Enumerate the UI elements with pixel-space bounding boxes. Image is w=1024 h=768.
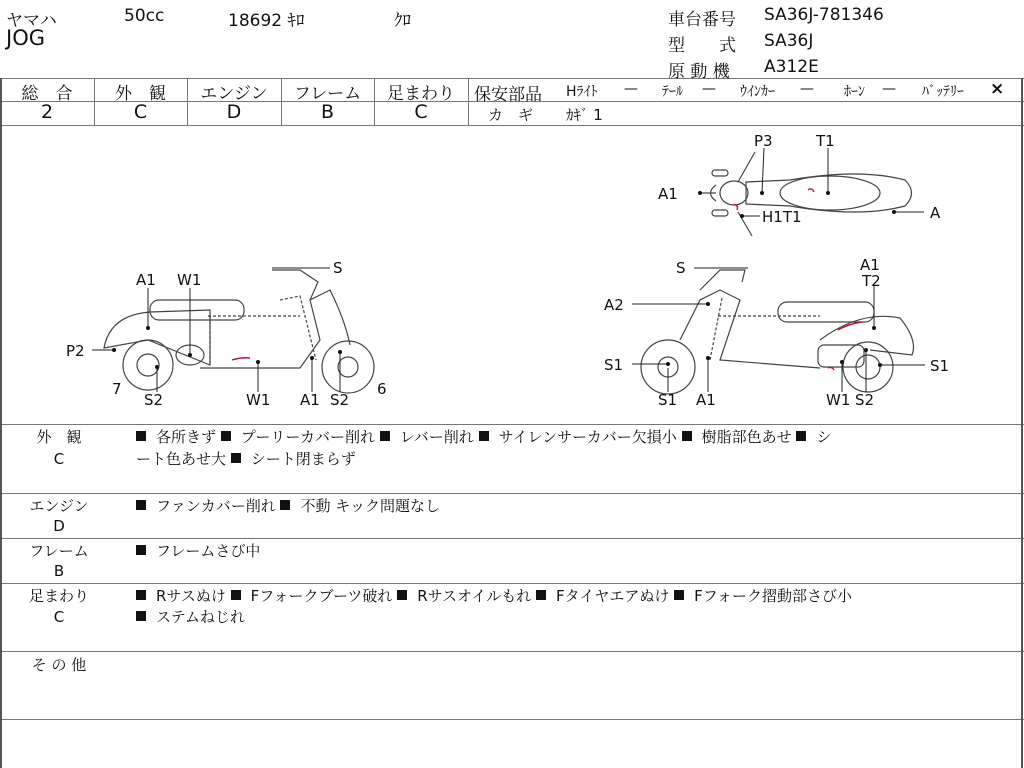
divider (468, 78, 469, 125)
remark-frame-grade: B (53, 562, 65, 580)
remark-frame-label: フレーム (29, 542, 89, 560)
safety-mark: — (882, 81, 896, 97)
bullet-square-icon (397, 590, 407, 600)
safety-label: 保安部品 (474, 85, 542, 105)
grade-overall-value: 2 (40, 101, 54, 123)
safety-item-tail: ﾃｰﾙ (662, 84, 683, 100)
safety-mark: — (800, 81, 814, 97)
label-s1: S1 (604, 356, 624, 374)
label-a1: A1 (860, 256, 880, 274)
grade-frame-label: フレーム (293, 84, 362, 104)
key-value: ｶｷﾞ 1 (566, 106, 603, 124)
bullet-square-icon (136, 500, 146, 510)
divider (0, 651, 1024, 652)
label-6: 6 (377, 380, 387, 398)
key-label: カ ギ (488, 106, 534, 124)
remark-exterior-grade: C (53, 450, 65, 468)
safety-item-winker: ｳｲﾝｶｰ (740, 84, 775, 100)
label-w1: W1 (246, 391, 271, 409)
grade-engine-value: D (226, 101, 242, 123)
grade-exterior-value: C (133, 101, 148, 123)
grade-overall-label: 総 合 (21, 84, 73, 104)
label-a2: A2 (604, 296, 624, 314)
safety-mark: — (624, 81, 638, 97)
label-s1: S1 (658, 391, 678, 409)
bullet-square-icon (682, 431, 692, 441)
label-w1: W1 (826, 391, 851, 409)
remark-exterior-line: 各所きず プーリーカバー削れ レバー削れ サイレンサーカバー欠損小 樹脂部色あせ シ (136, 426, 831, 448)
remark-engine-label: エンジン (29, 497, 89, 515)
grade-frame-value: B (320, 101, 335, 123)
engine-label: 原 動 機 (668, 62, 730, 82)
grade-exterior-label: 外 観 (115, 84, 166, 104)
bullet-square-icon (536, 590, 546, 600)
remark-exterior-line: ート色あせ大 シート閉まらず (136, 450, 356, 468)
mileage: 18692 ｷﾛ (228, 11, 305, 31)
label-w1: W1 (177, 271, 202, 289)
divider (468, 101, 1024, 102)
safety-item-headlight: Hﾗｲﾄ (566, 84, 598, 100)
bullet-square-icon (380, 431, 390, 441)
safety-mark: × (990, 79, 1005, 99)
divider (0, 493, 1024, 494)
label-s2: S2 (855, 391, 875, 409)
bullet-square-icon (674, 590, 684, 600)
label-t1: T1 (816, 132, 835, 150)
remark-engine-grade: D (53, 517, 65, 535)
label-s: S (676, 259, 686, 277)
maker-name: ヤマハ (6, 11, 57, 31)
bullet-square-icon (796, 431, 806, 441)
grade-engine-label: エンジン (200, 84, 268, 104)
bullet-square-icon (136, 590, 146, 600)
label-s: S (333, 259, 343, 277)
label-h1t1: H1T1 (762, 208, 802, 226)
damage-diagram (0, 126, 1024, 424)
remark-engine-line: ファンカバー削れ 不動 キック問題なし (136, 495, 440, 517)
displacement: 50cc (124, 6, 165, 26)
label-a1: A1 (658, 185, 678, 203)
label-7: 7 (112, 380, 122, 398)
color: ｸﾛ (394, 11, 411, 31)
bullet-square-icon (136, 431, 146, 441)
remark-exterior-label: 外 観 (36, 428, 82, 446)
model-name: JOG (6, 26, 45, 50)
bullet-square-icon (479, 431, 489, 441)
label-s2: S2 (144, 391, 164, 409)
model-label: 型 式 (668, 36, 736, 56)
label-p2: P2 (66, 342, 85, 360)
safety-item-horn: ﾎｰﾝ (844, 84, 865, 100)
bullet-square-icon (231, 590, 241, 600)
label-s1: S1 (930, 357, 950, 375)
divider (0, 424, 1024, 425)
bullet-square-icon (136, 545, 146, 555)
remark-other-label: そ の 他 (31, 656, 87, 674)
bullet-square-icon (221, 431, 231, 441)
bullet-square-icon (136, 611, 146, 621)
remark-frame-line: フレームさび中 (136, 540, 260, 562)
engine-code: A312E (764, 57, 819, 77)
remark-suspension-line: Rサスぬけ Fフォークブーツ破れ Rサスオイルもれ Fタイヤエアぬけ Fフォーク摺動部さび小 (136, 585, 852, 607)
frame-no-label: 車台番号 (668, 10, 736, 30)
divider (0, 719, 1024, 720)
label-t2: T2 (862, 272, 881, 290)
label-a1: A1 (136, 271, 156, 289)
label-a1: A1 (300, 391, 320, 409)
grade-suspension-value: C (414, 101, 428, 123)
bullet-square-icon (280, 500, 290, 510)
frame-no: SA36J-781346 (764, 5, 884, 25)
divider (0, 538, 1024, 539)
label-s2: S2 (330, 391, 350, 409)
safety-item-battery: ﾊﾞｯﾃﾘｰ (922, 84, 964, 100)
scooter-top-view (700, 152, 912, 236)
remark-suspension-label: 足まわり (28, 587, 89, 605)
remark-suspension-grade: C (53, 608, 65, 626)
model-code: SA36J (764, 31, 814, 51)
label-a1: A1 (696, 391, 716, 409)
label-p3: P3 (754, 132, 773, 150)
safety-mark: — (702, 81, 716, 97)
remark-suspension-line: ステムねじれ (136, 606, 245, 628)
label-a: A (930, 204, 941, 222)
leader-lines (92, 148, 925, 392)
divider (0, 583, 1024, 584)
bullet-square-icon (231, 453, 241, 463)
grade-suspension-label: 足まわり (387, 84, 455, 104)
